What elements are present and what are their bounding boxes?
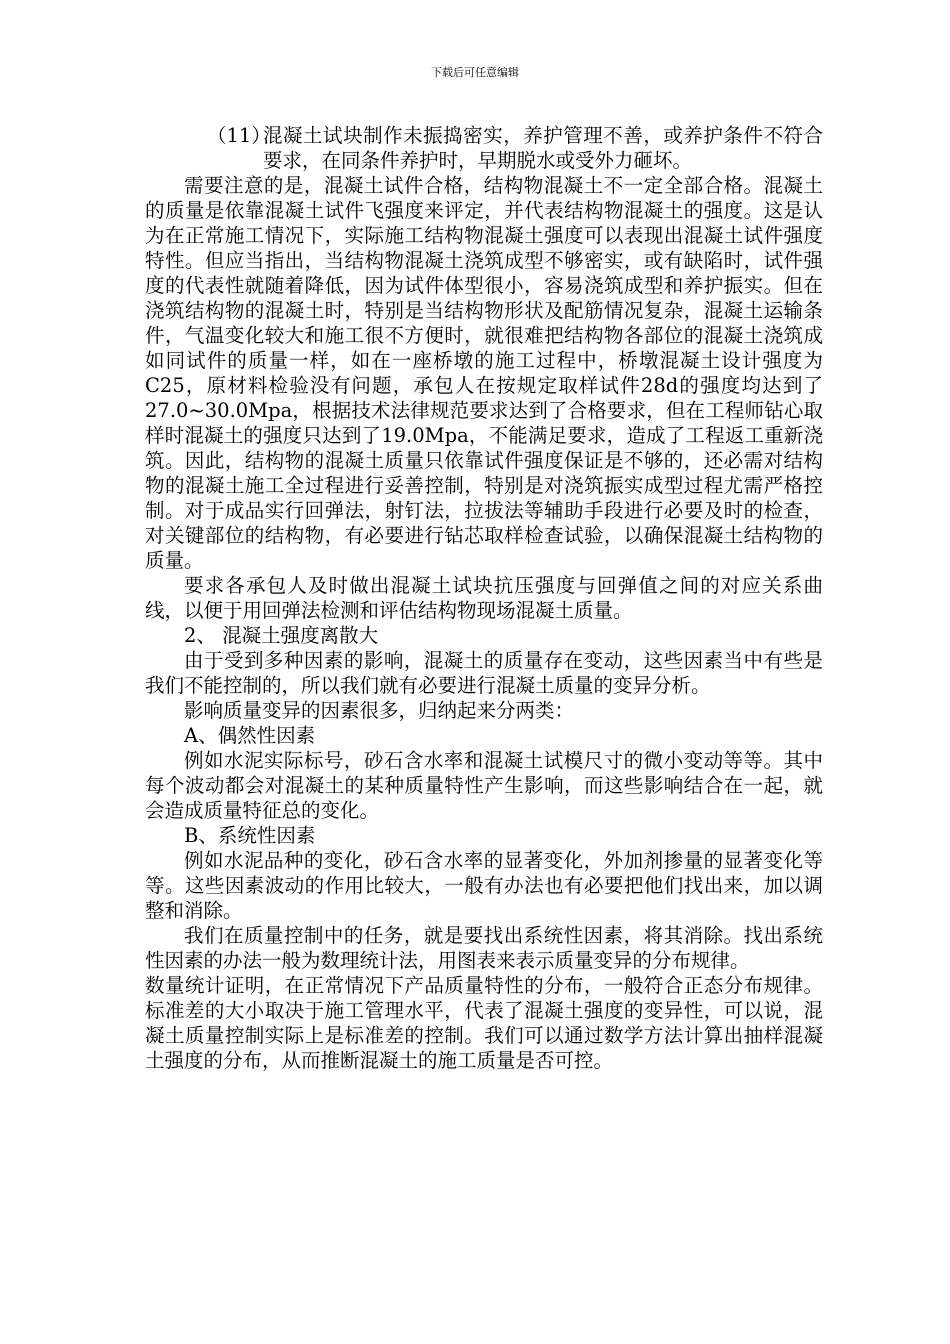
paragraph-variation-analysis: 由于受到多种因素的影响，混凝土的质量存在变动，这些因素当中有些是我们不能控制的，所以我们就有必要进行混凝土质量的变异分析。 — [145, 649, 823, 697]
list-item-number: （11） — [207, 124, 271, 147]
list-item-11 — [145, 123, 823, 173]
paragraph-factor-types: 影响质量变异的因素很多，归纳起来分两类： — [184, 699, 575, 722]
list-item-text: 混凝土试块制作未振捣密实，养护管理不善，或养护条件不符合要求，在同条件养护时，早期脱水或受外力砸坏。 — [263, 124, 823, 172]
subheading-systematic-factors: B、系统性因素 — [184, 824, 316, 847]
paragraph-test-specimen-note: 需要注意的是，混凝土试件合格，结构物混凝土不一定全部合格。混凝土的质量是依靠混凝土试件飞强度来评定，并代表结构物混凝土的强度。这是认为在正常施工情况下，实际施工结构物混凝土强度可以表现出混凝土试件强度特性。但应当指出，当结构物混凝土浇筑成型不够密实，或有缺陷时，试件强度的代表性就随着降低，因为试件体型很小，容易浇筑成型和养护振实。但在浇筑结构物的混凝土时，特别是当结构物形状及配筋情况复杂，混凝土运输条件，气温变化较大和施工很不方便时，就很难把结构物各部位的混凝土浇筑成如同试件的质量一样，如在一座桥墩的施工过程中，桥墩混凝土设计强度为C25，原材料检验没有问题，承包人在按规定取样试件28d的强度均达到了27.0~30.0Mpa，根据技术法律规范要求达到了合格要求，但在工程师钻心取样时混凝土的强度只达到了19.0Mpa，不能满足要求，造成了工程返工重新浇筑。因此，结构物的混凝土质量只依靠试件强度保证是不够的，还必需对结构物的混凝土施工全过程进行妥善控制，特别是对浇筑振实成型过程尤需严格控制。对于成品实行回弹法，射钉法，拉拔法等辅助手段进行必要及时的检查，对关键部位的结构物，有必要进行钻芯取样检查试验，以确保混凝土结构物的质量。 — [145, 174, 823, 572]
document-body — [145, 123, 823, 1073]
page-header: 下载后可任意编辑 — [431, 66, 519, 79]
paragraph-systematic-factors: 例如水泥品种的变化，砂石含水率的显著变化，外加剂掺量的显著变化等等。这些因素波动的作用比较大，一般有办法也有必要把他们找出来，加以调整和消除。 — [145, 849, 823, 922]
paragraph-quality-control-task: 我们在质量控制中的任务，就是要找出系统性因素，将其消除。找出系统性因素的办法一般为数理统计法，用图表来表示质量变异的分布规律。 — [145, 924, 823, 972]
subheading-random-factors: A、偶然性因素 — [184, 724, 316, 747]
section-heading-strength-dispersion: 2、 混凝土强度离散大 — [184, 624, 379, 647]
paragraph-rebound-curve: 要求各承包人及时做出混凝土试块抗压强度与回弹值之间的对应关系曲线，以便于用回弹法检测和评估结构物现场混凝土质量。 — [145, 574, 823, 622]
paragraph-random-factors: 例如水泥实际标号，砂石含水率和混凝土试模尺寸的微小变动等等。其中每个波动都会对混凝土的某种质量特性产生影响，而这些影响结合在一起，就会造成质量特征总的变化。 — [145, 749, 823, 822]
paragraph-statistics: 数量统计证明，在正常情况下产品质量特性的分布，一般符合正态分布规律。标准差的大小取决于施工管理水平，代表了混凝土强度的变异性，可以说，混凝土质量控制实际上是标准差的控制。我们可以通过数学方法计算出抽样混凝土强度的分布，从而推断混凝土的施工质量是否可控。 — [145, 974, 823, 1072]
